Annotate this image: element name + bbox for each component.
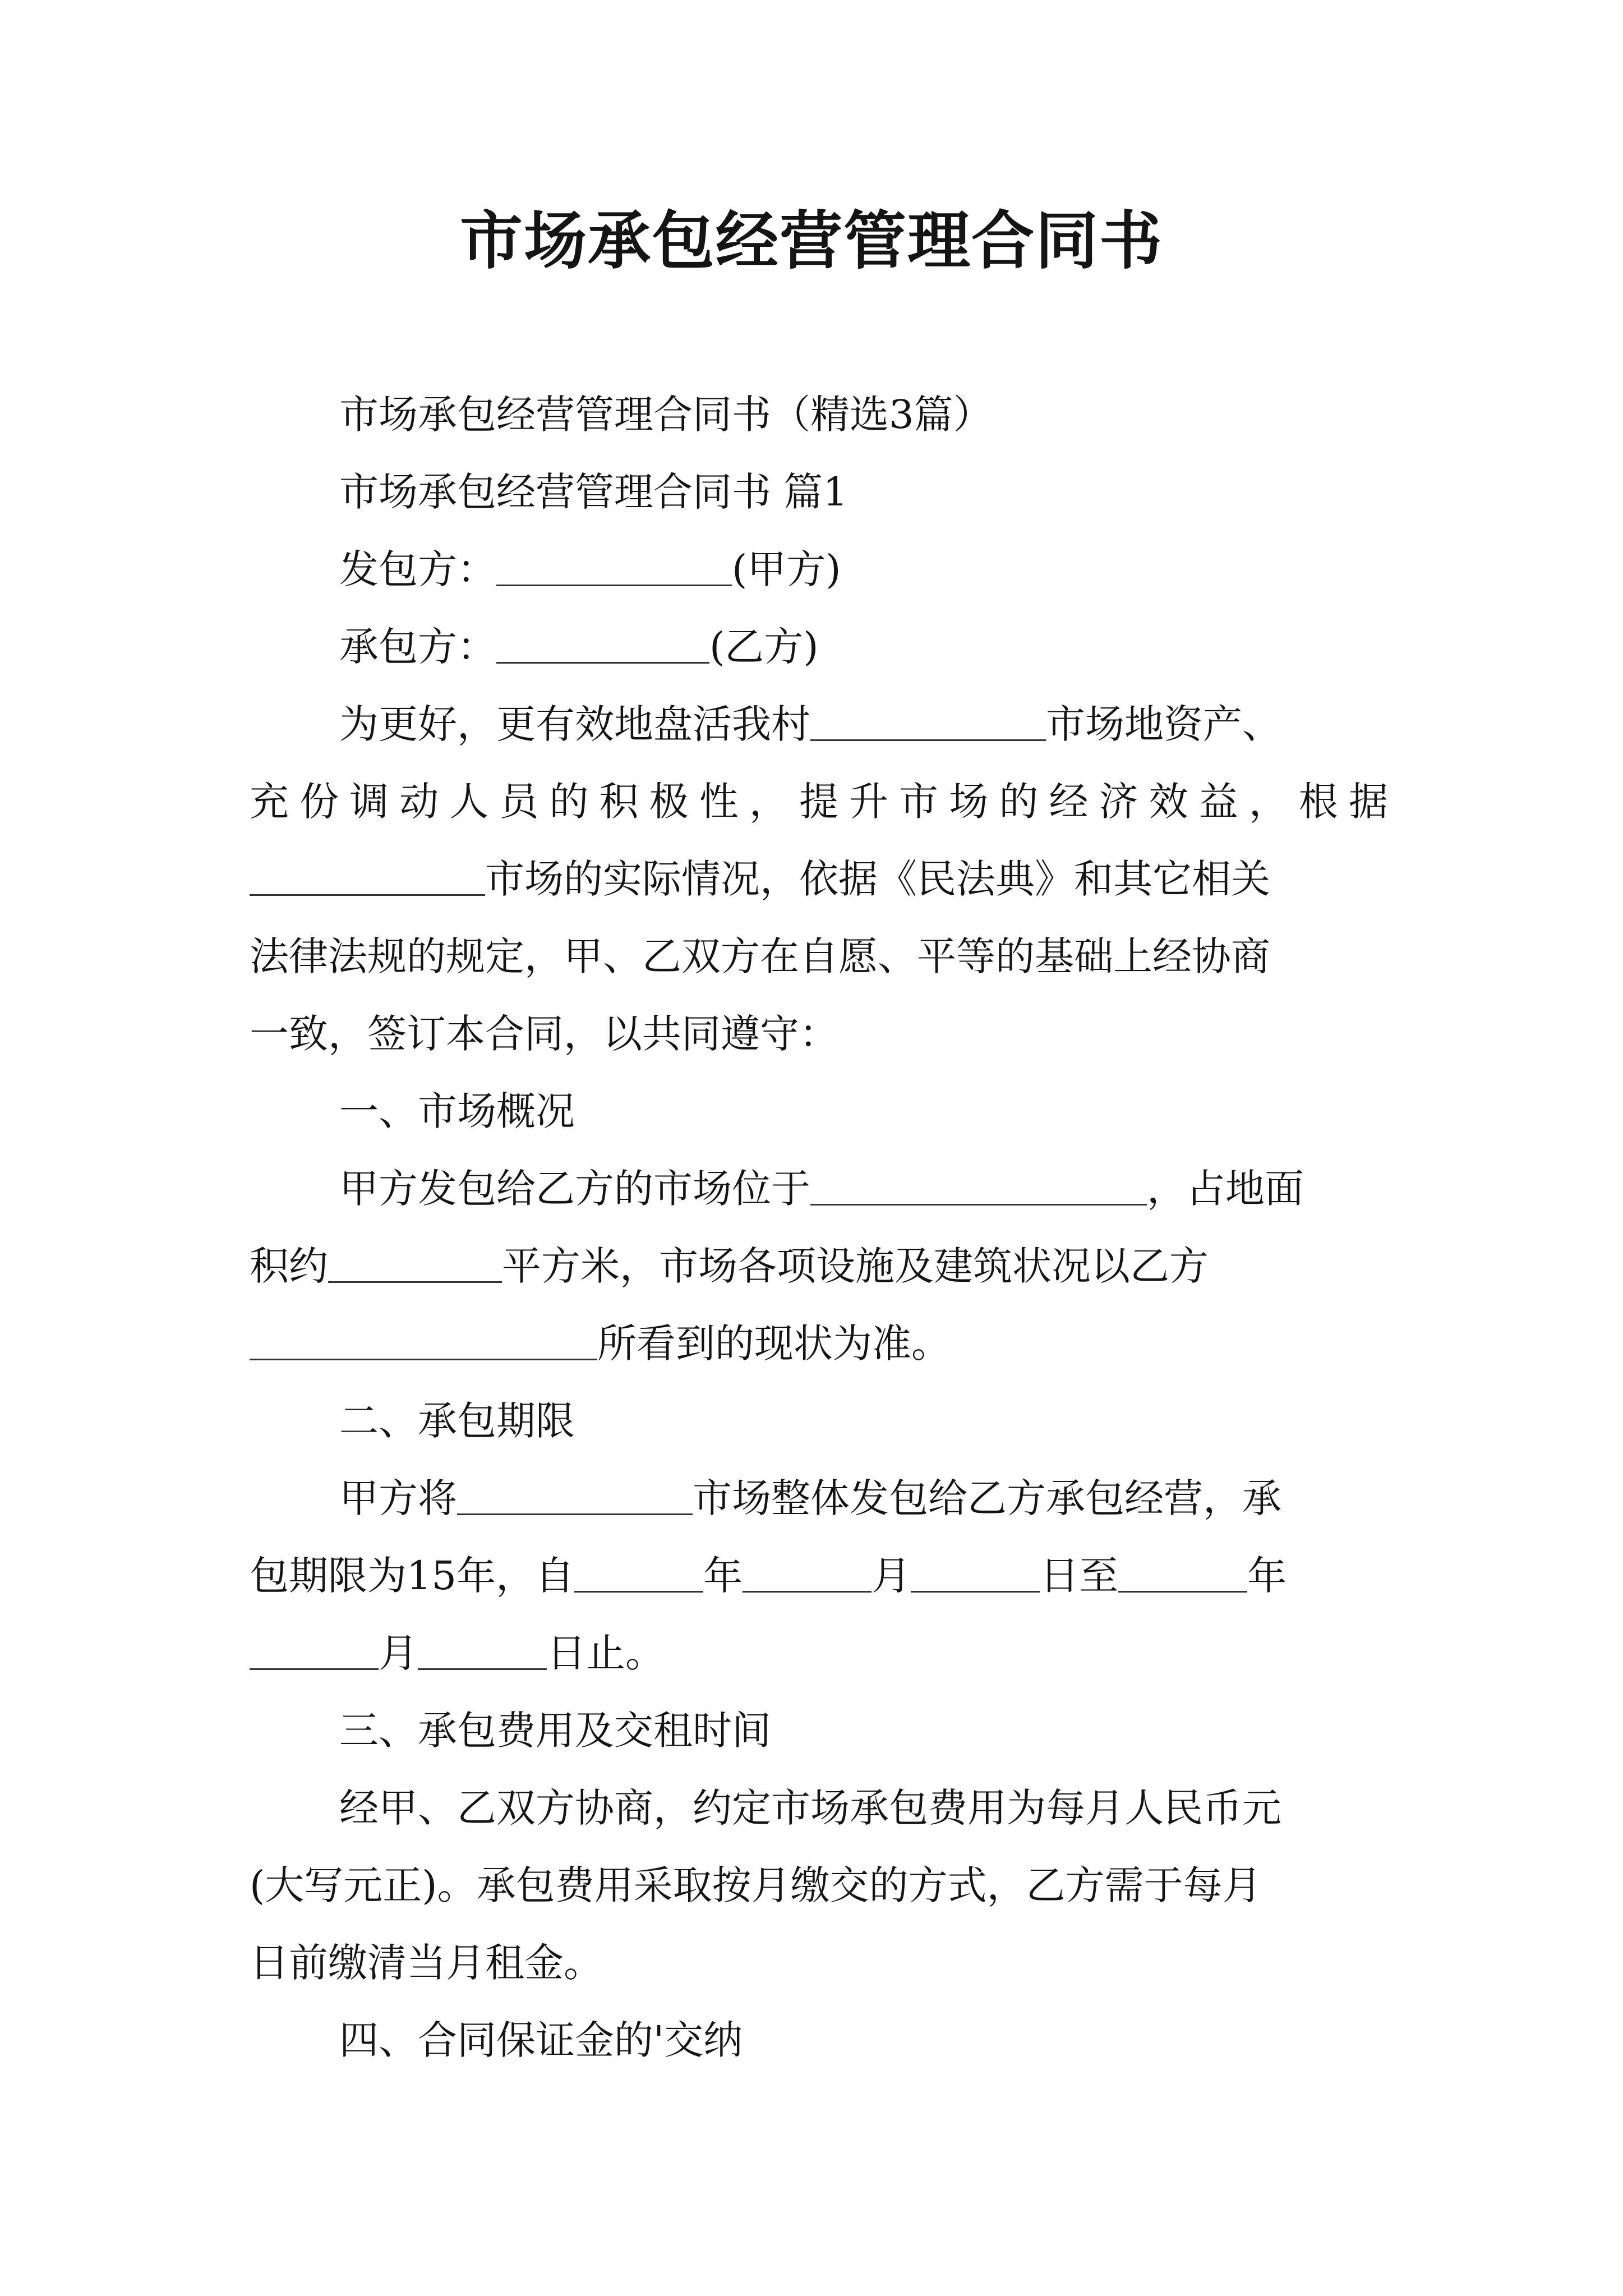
section-1-line-1 xyxy=(250,1150,1388,1227)
day-to-label: 日至 xyxy=(1040,1553,1119,1599)
section-3-line-2: (大写元正)。承包费用采取按月缴交的方式，乙方需于每月 xyxy=(250,1862,1262,1908)
section-2-heading: 二、承包期限 xyxy=(339,1398,575,1444)
start-month-blank xyxy=(743,1557,872,1593)
section-text: ，占地面 xyxy=(1147,1166,1304,1212)
party-a-blank xyxy=(496,551,732,586)
section-1-line-3 xyxy=(250,1305,1388,1382)
party-a-line xyxy=(250,531,1388,608)
section-1-heading: 一、市场概况 xyxy=(339,1088,575,1134)
document-title: 市场承包经营管理合同书 xyxy=(460,204,1163,278)
preamble-line-3 xyxy=(250,840,1388,918)
section-2-line-3 xyxy=(250,1614,1388,1692)
month-label: 月 xyxy=(872,1553,911,1599)
party-a-label: 发包方： xyxy=(339,546,496,592)
party-b-suffix: (乙方) xyxy=(709,624,819,670)
end-year-blank xyxy=(1118,1557,1247,1593)
section-text: 市场整体发包给乙方承包经营，承 xyxy=(693,1475,1281,1521)
market-blank xyxy=(250,861,485,896)
location-blank xyxy=(810,1170,1147,1205)
section-heading: 市场承包经营管理合同书 篇1 xyxy=(339,469,848,515)
status-blank xyxy=(250,1325,597,1360)
section-text: 甲方发包给乙方的市场位于 xyxy=(339,1166,810,1212)
party-b-line xyxy=(250,608,1388,685)
section-text: 所看到的现状为准。 xyxy=(597,1320,951,1366)
end-day-blank xyxy=(418,1635,547,1670)
market-name-blank xyxy=(457,1480,693,1515)
section-text: 包期限为15年，自 xyxy=(250,1553,575,1599)
preamble-text: 为更好，更有效地盘活我村 xyxy=(339,701,810,747)
party-b-label: 承包方： xyxy=(339,624,496,670)
day-end-label: 日止。 xyxy=(547,1630,665,1676)
year-label: 年 xyxy=(1247,1553,1287,1599)
section-3-line-1: 经甲、乙双方协商，约定市场承包费用为每月人民币元 xyxy=(339,1785,1281,1831)
party-a-suffix: (甲方) xyxy=(732,546,841,592)
preamble-text: 市场地资产、 xyxy=(1046,701,1281,747)
party-b-blank xyxy=(496,628,709,664)
preamble-line-5: 一致，签订本合同，以共同遵守： xyxy=(250,1011,838,1057)
year-label: 年 xyxy=(703,1553,743,1599)
section-text: 甲方将 xyxy=(339,1475,457,1521)
section-2-line-2 xyxy=(250,1537,1388,1614)
month-label: 月 xyxy=(379,1630,418,1676)
subtitle: 市场承包经营管理合同书（精选3篇） xyxy=(339,392,993,438)
start-day-blank xyxy=(911,1557,1040,1593)
area-blank xyxy=(328,1248,502,1283)
section-text: 积约 xyxy=(250,1243,328,1289)
section-3-line-3: 日前缴清当月租金。 xyxy=(250,1940,603,1986)
section-4-heading: 四、合同保证金的'交纳 xyxy=(339,2017,743,2063)
section-1-line-2 xyxy=(250,1227,1388,1305)
preamble-text: 市场的实际情况，依据《民法典》和其它相关 xyxy=(485,856,1270,902)
section-3-heading: 三、承包费用及交租时间 xyxy=(339,1708,771,1754)
section-text: 平方米，市场各项设施及建筑状况以乙方 xyxy=(502,1243,1209,1289)
village-blank xyxy=(810,706,1046,741)
preamble-line-4: 法律法规的规定，甲、乙双方在自愿、平等的基础上经协商 xyxy=(250,933,1270,979)
section-2-line-1 xyxy=(250,1460,1388,1537)
preamble-line-2: 充份调动人员的积极性，提升市场的经济效益，根据 xyxy=(250,779,1388,825)
start-year-blank xyxy=(574,1557,703,1593)
preamble-line-1 xyxy=(250,685,1388,763)
document-body xyxy=(250,376,1388,2079)
end-month-blank xyxy=(250,1635,379,1670)
